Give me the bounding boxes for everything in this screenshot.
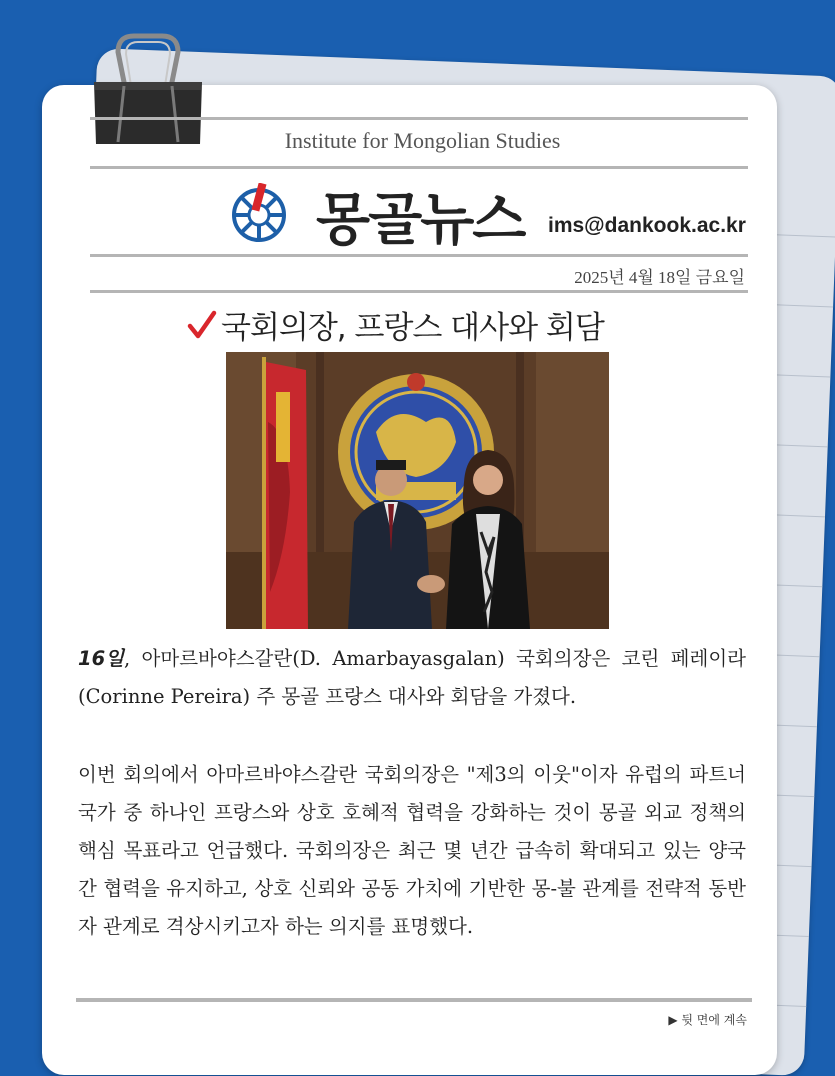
mongolian-studies-logo-icon (229, 183, 289, 243)
issue-date: 2025년 4월 18일 금요일 (574, 268, 745, 287)
article-photo (226, 352, 609, 629)
header-rule-middle (90, 166, 748, 169)
continue-on-back-note: ▶ 뒷 면에 계속 (668, 1013, 747, 1027)
article-headline (187, 302, 604, 347)
article-paragraph-1-text: , 아마르바야스갈란(D. Amarbayasgalan) 국회의장은 코린 페레이라(Corinne Pereira) 주 몽골 프랑스 대사와 회담을 가졌다. (78, 647, 746, 708)
article-lead-day: 16일 (78, 647, 124, 670)
header-rule-bottom (90, 254, 748, 257)
check-mark-icon (187, 310, 217, 340)
newsletter-brand-title: 몽골뉴스 (316, 188, 525, 253)
contact-email: ims@dankook.ac.kr (548, 214, 746, 237)
header-rule-top (90, 117, 748, 120)
article-paragraph-2: 이번 회의에서 아마르바야스갈란 국회의장은 "제3의 이웃"이자 유럽의 파트너 국가 중 하나인 프랑스와 상호 호혜적 협력을 강화하는 것이 몽골 외교 정책의 핵심 목표라고 언급했다. 국회의장은 최근 몇 년간 급속히 확대되고 있는 양국 간 협력을 유지하고, 상호 신뢰와 공동 가치에 기반한 몽-불 관계를 전략적 동반자 관계로 격상시키고자 하는 의지를 표명했다. (78, 763, 746, 938)
institute-name: Institute for Mongolian Studies (284, 128, 561, 153)
article-paragraph-1 (78, 640, 746, 716)
article-headline-text: 국회의장, 프랑스 대사와 회담 (221, 310, 604, 346)
date-rule (90, 290, 748, 293)
footer-rule (76, 998, 752, 1002)
